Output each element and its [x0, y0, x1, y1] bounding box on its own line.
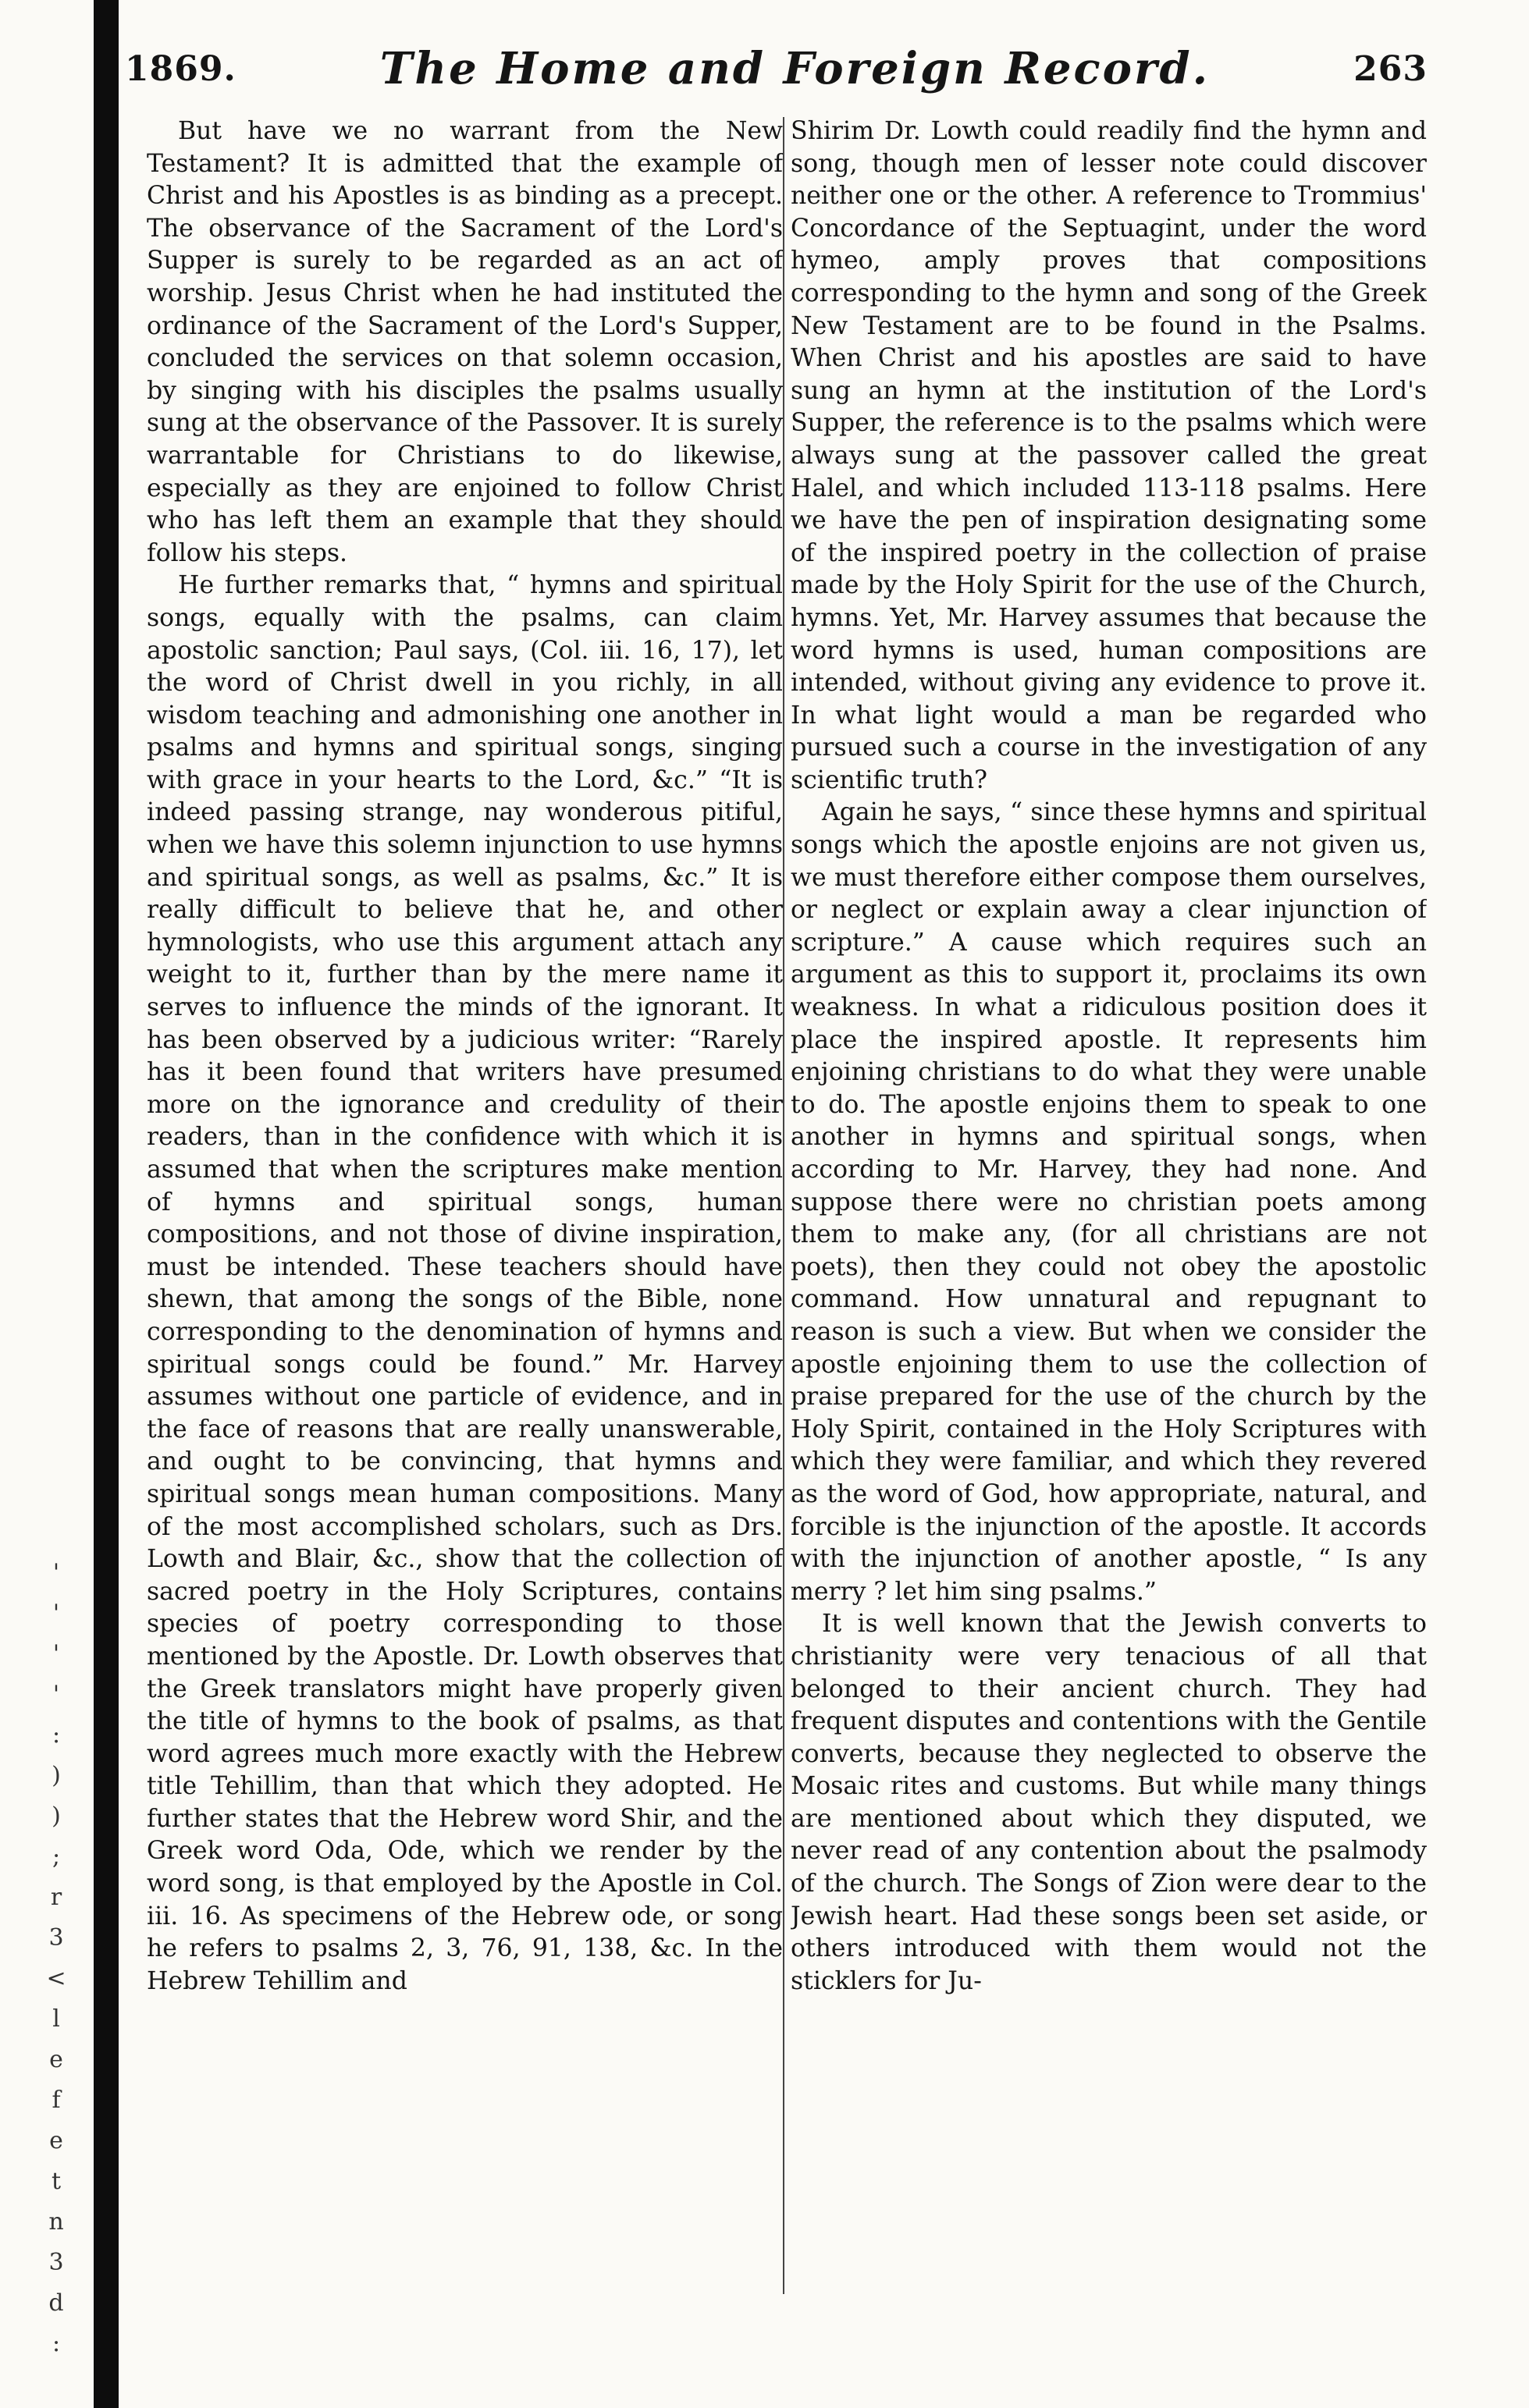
gutter-mark: e [49, 2046, 63, 2073]
gutter-mark: n [48, 2208, 64, 2236]
paragraph: But have we no warrant from the New Testament? It is admitted that the example of Christ and his Apostles is as binding as a precept. The observance of the Sacrament of the Lord's Supper is surely to be regarded as an act of worship. Jesus Christ when he had instituted the ordinance of the Sacrament of the Lord's Supper, concluded the services on that solemn occasion, by singing with his disciples the psalms usually sung at the observance of the Passover. It is surely warrantable for Christians to do likewise, especially as they are enjoined to follow Christ who has left them an example that they should follow his steps. [147, 117, 783, 567]
page-binding-edge [94, 0, 119, 2408]
gutter-mark: f [52, 2087, 61, 2114]
page-year: 1869. [125, 48, 236, 89]
gutter-mark: : [52, 1721, 61, 1749]
right-column [791, 115, 1427, 2316]
gutter-mark: : [52, 2330, 61, 2357]
paragraph: He further remarks that, “ hymns and spiritual songs, equally with the psalms, can claim apostolic sanction; Paul says, (Col. iii. 16, 17), let the word of Christ dwell in you richly, in all wisdom teaching and admonishing one another in psalms and hymns and spiritual songs, singing with grace in your hearts to the Lord, &c.” “It is indeed passing strange, nay wonderous pitiful, when we have this solemn injunction to use hymns and spiritual songs, as well as psalms, &c.” It is really difficult to believe that he, and other hymnologists, who use this argument attach any weight to it, further than by the mere name it serves to influence the minds of the ignorant. It has been observed by a judicious writer: “Rarely has it been found that writers have presumed more on the ignorance and credulity of their readers, than in the confidence with which it is assumed that when the scriptures make mention of hymns and spiritual songs, human compositions, and not those of divine inspiration, must be intended. These teachers should have shewn, that among the songs of the Bible, none corresponding to the denomination of hymns and spiritual songs could be found.” Mr. Harvey assumes without one particle of evidence, and in the face of reasons that are really unanswerable, and ought to be convincing, that hymns and spiritual songs mean human compositions. Many of the most accomplished scholars, such as Drs. Lowth and Blair, &c., show that the collection of sacred poetry in the Holy Scriptures, contains species of poetry corresponding to those mentioned by the Apostle. Dr. Lowth observes that the Greek translators might have properly given the title of hymns to the book of psalms, as that word agrees much more exactly with the Hebrew title Tehillim, than that which they adopted. He further states that the Hebrew word Shir, and the Greek word Oda, Ode, which we render by the word song, is that employed by the Apostle in Col. iii. 16. As specimens of the Hebrew ode, or song he refers to psalms 2, 3, 76, 91, 138, &c. In the Hebrew Tehillim and [147, 571, 783, 1995]
gutter-mark: ) [52, 1762, 61, 1789]
page-number: 263 [1353, 48, 1428, 89]
gutter-mark: ' [52, 1681, 60, 1708]
gutter-mark: d [48, 2289, 64, 2317]
gutter-mark: ' [52, 1600, 60, 1627]
gutter-mark: e [49, 2127, 63, 2154]
gutter-mark: l [52, 2005, 60, 2033]
gutter-mark: t [51, 2168, 62, 2195]
gutter-mark: ' [52, 1640, 60, 1667]
gutter-mark: ) [52, 1802, 61, 1830]
running-title: The Home and Foreign Record. [379, 43, 1211, 94]
page-header [125, 30, 1428, 108]
left-column [147, 115, 783, 2316]
gutter-mark: ' [52, 1559, 60, 1586]
gutter-mark: 3 [48, 1924, 64, 1952]
gutter-mark: r [50, 1884, 62, 1911]
gutter-mark: ; [52, 1843, 61, 1870]
column-divider [783, 117, 784, 2294]
paragraph: Shirim Dr. Lowth could readily find the hymn and song, though men of lesser note could discover neither one or the other. A reference to Trommius' Concordance of the Septuagint, under the word hymeo, amply proves that compositions corresponding to the hymn and song of the Greek New Testament are to be found in the Psalms. When Christ and his apostles are said to have sung an hymn at the institution of the Lord's Supper, the reference is to the psalms which were always sung at the passover called the great Halel, and which included 113-118 psalms. Here we have the pen of inspiration designating some of the inspired poetry in the collection of praise made by the Holy Spirit for the use of the Church, hymns. Yet, Mr. Harvey assumes that because the word hymns is used, human compositions are intended, without giving any evidence to prove it. In what light would a man be regarded who pursued such a course in the investigation of any scientific truth? [791, 117, 1427, 794]
paragraph: Again he says, “ since these hymns and spiritual songs which the apostle enjoins are not given us, we must therefore either compose them ourselves, or neglect or explain away a clear injunction of scripture.” A cause which requires such an argument as this to support it, proclaims its own weakness. In what a ridiculous position does it place the inspired apostle. It represents him enjoining christians to do what they were unable to do. The apostle enjoins them to speak to one another in hymns and spiritual songs, when according to Mr. Harvey, they had none. And suppose there were no christian poets among them to make any, (for all christians are not poets), then they could not obey the apostolic command. How unnatural and repugnant to reason is such a view. But when we consider the apostle enjoining them to use the collection of praise prepared for the use of the church by the Holy Spirit, contained in the Holy Scriptures with which they were familiar, and which they revered as the word of God, how appropriate, natural, and forcible is the injunction of the apostle. It accords with the injunction of another apostle, “ Is any merry ? let him sing psalms.” [791, 798, 1427, 1606]
paragraph: It is well known that the Jewish converts to christianity were very tenacious of all that belonged to their ancient church. They had frequent disputes and contentions with the Gentile converts, because they neglected to observe the Mosaic rites and customs. But while many things are mentioned about which they disputed, we never read of any contention about the psalmody of the church. The Songs of Zion were dear to the Jewish heart. Had these songs been set aside, or others introduced with them would not the sticklers for Ju- [791, 1610, 1427, 1995]
gutter-bleed-through-marks [47, 1553, 66, 2364]
gutter-mark: 3 [48, 2249, 64, 2276]
gutter-mark: < [46, 1965, 66, 1992]
